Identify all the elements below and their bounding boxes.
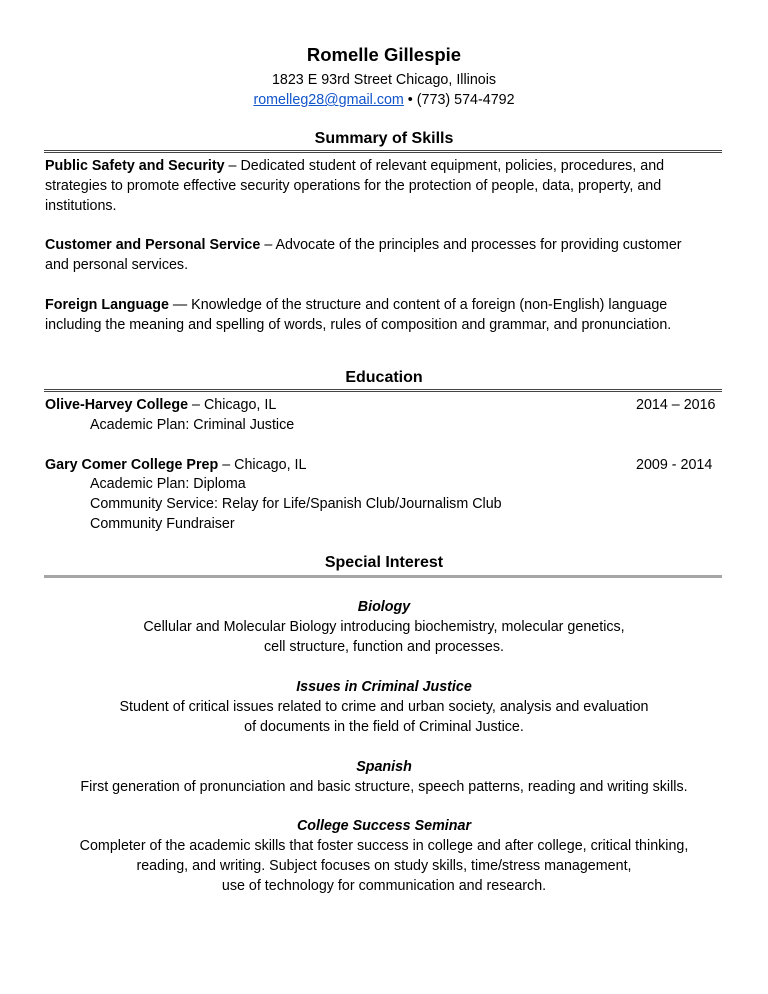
interest-text: cell structure, function and processes. xyxy=(264,639,504,655)
skill-label: Customer and Personal Service xyxy=(45,237,261,253)
skill-public-safety: Public Safety and Security – Dedicated student of relevant equipment, policies, procedures, and strategies to promote effective security operations for the protection of people, data, property, and institutions. xyxy=(45,158,665,214)
interest-text: use of technology for communication and research. xyxy=(221,878,547,894)
interest-title-biology: Biology xyxy=(357,599,411,615)
skill-label: Foreign Language xyxy=(45,297,169,313)
education-detail: Academic Plan: Criminal Justice xyxy=(90,417,295,433)
email-link[interactable]: romelleg28@gmail.com xyxy=(253,92,404,108)
education-detail: Community Service: Relay for Life/Spanish Club/Journalism Club xyxy=(90,496,502,512)
interest-title-college-success: College Success Seminar xyxy=(296,818,472,834)
education-dates: 2009 - 2014 xyxy=(636,457,713,473)
education-detail: Academic Plan: Diploma xyxy=(90,476,246,492)
skills-heading: Summary of Skills xyxy=(314,130,454,147)
phone-text: • (773) 574-4792 xyxy=(403,92,515,108)
skill-customer-service: Customer and Personal Service – Advocate of the principles and processes for providing customer and personal services. xyxy=(45,237,682,273)
interest-text: Completer of the academic skills that foster success in college and after college, critical thinking, xyxy=(79,838,689,854)
address: 1823 E 93rd Street Chicago, Illinois xyxy=(271,72,497,88)
skills-rule xyxy=(44,150,722,153)
interest-text: First generation of pronunciation and basic structure, speech patterns, reading and writing skills. xyxy=(80,779,688,795)
education-dates: 2014 – 2016 xyxy=(636,397,716,413)
education-entry-gary-comer: Gary Comer College Prep – Chicago, IL 2009 - 2014 xyxy=(45,457,713,473)
resume-name: Romelle Gillespie xyxy=(306,44,462,65)
skill-label: Public Safety and Security xyxy=(45,158,225,174)
skill-foreign-language: Foreign Language — Knowledge of the structure and content of a foreign (non-English) language including the meaning and spelling of words, rules of composition and grammar, and pronunciation. xyxy=(45,297,672,333)
education-entry-olive-harvey: Olive-Harvey College – Chicago, IL 2014 – 2016 xyxy=(45,397,716,413)
interest-text: Student of critical issues related to crime and urban society, analysis and evaluation xyxy=(119,699,649,715)
school-name: Gary Comer College Prep xyxy=(45,457,219,473)
interest-text: Cellular and Molecular Biology introducing biochemistry, molecular genetics, xyxy=(143,619,625,635)
interest-title-criminal-justice: Issues in Criminal Justice xyxy=(296,679,472,695)
education-rule xyxy=(44,389,722,392)
education-detail: Community Fundraiser xyxy=(90,516,235,532)
education-heading: Education xyxy=(345,369,423,386)
interest-text: of documents in the field of Criminal Justice. xyxy=(244,719,524,735)
school-name: Olive-Harvey College xyxy=(45,397,189,413)
interests-rule xyxy=(44,575,722,578)
interest-text: reading, and writing. Subject focuses on study skills, time/stress management, xyxy=(136,858,632,874)
contact-line xyxy=(0,92,768,108)
interests-heading: Special Interest xyxy=(324,554,444,571)
interest-title-spanish: Spanish xyxy=(356,759,412,775)
